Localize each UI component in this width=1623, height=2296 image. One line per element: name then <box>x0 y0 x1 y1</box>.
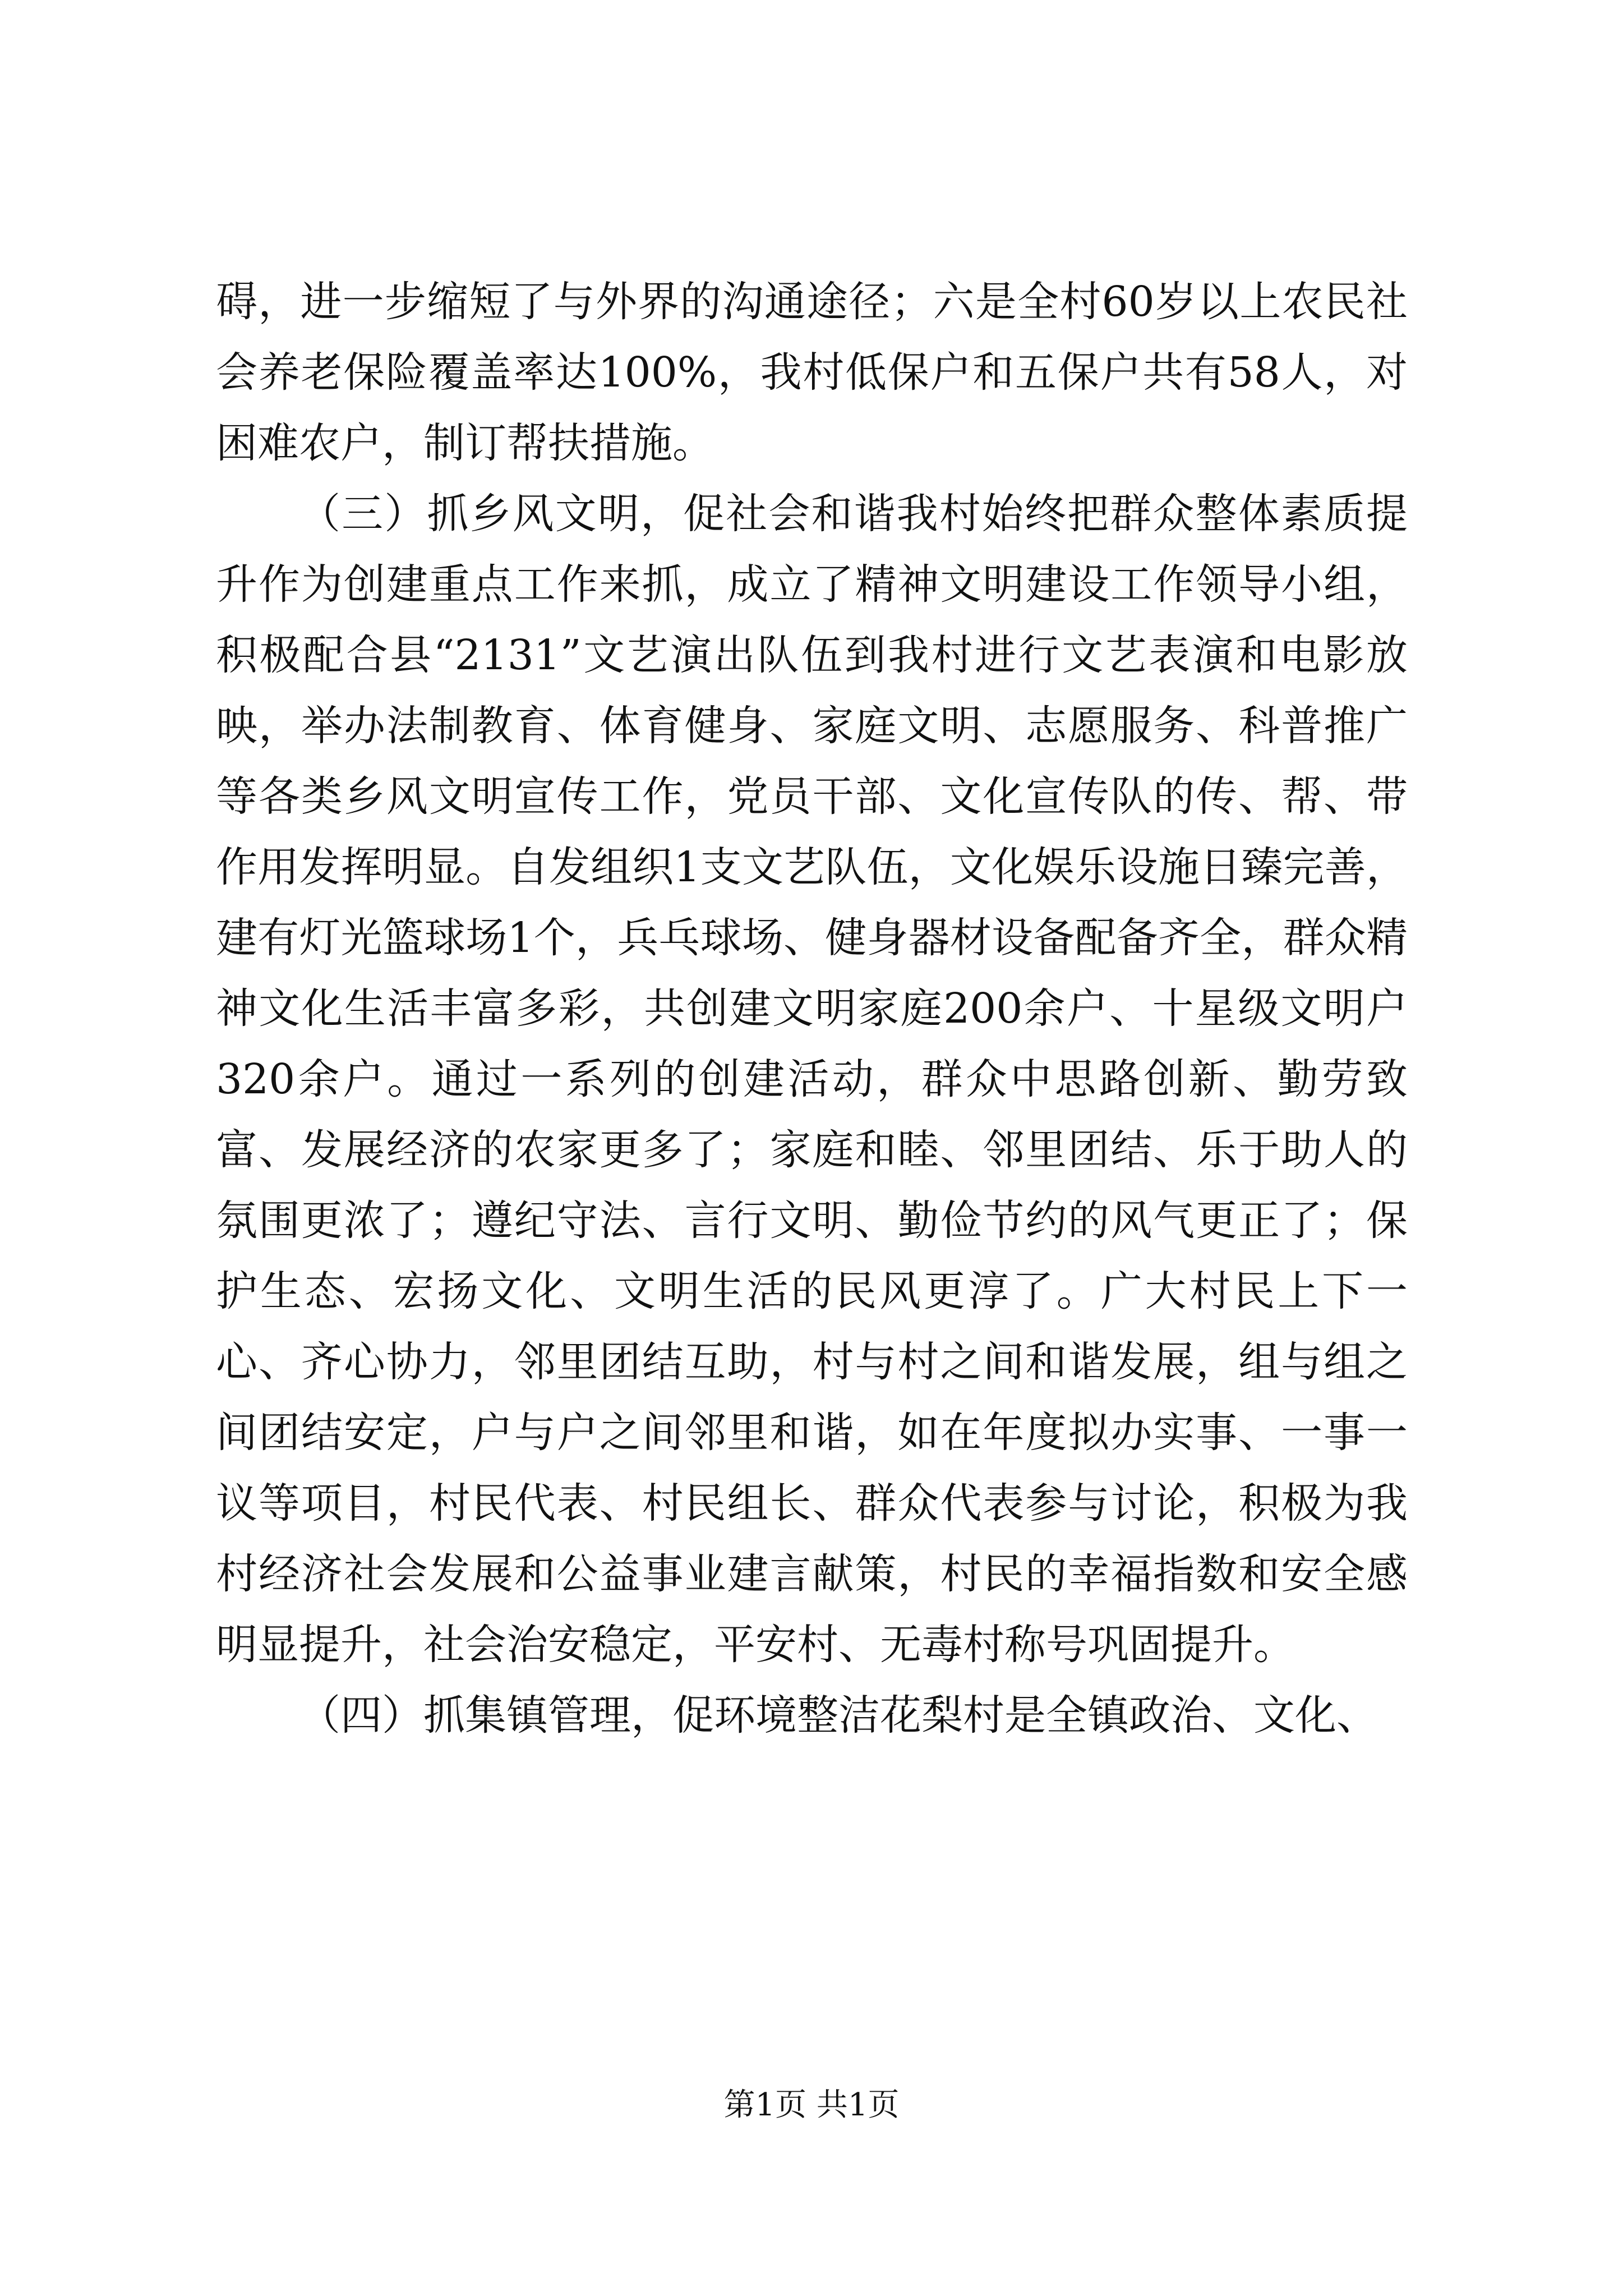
document-body <box>216 266 1408 1751</box>
paragraph-section-3: （三）抓乡风文明，促社会和谐我村始终把群众整体素质提升作为创建重点工作来抓，成立了精神文明建设工作领导小组，积极配合县“2131”文艺演出队伍到我村进行文艺表演和电影放映，举办法制教育、体育健身、家庭文明、志愿服务、科普推广等各类乡风文明宣传工作，党员干部、文化宣传队的传、帮、带作用发挥明显。自发组织1支文艺队伍，文化娱乐设施日臻完善，建有灯光篮球场1个，兵乓球场、健身器材设备配备齐全，群众精神文化生活丰富多彩，共创建文明家庭200余户、十星级文明户320余户。通过一系列的创建活动，群众中思路创新、勤劳致富、发展经济的农家更多了；家庭和睦、邻里团结、乐于助人的氛围更浓了；遵纪守法、言行文明、勤俭节约的风气更正了；保护生态、宏扬文化、文明生活的民风更淳了。广大村民上下一心、齐心协力，邻里团结互助，村与村之间和谐发展，组与组之间团结安定，户与户之间邻里和谐，如在年度拟办实事、一事一议等项目，村民代表、村民组长、群众代表参与讨论，积极为我村经济社会发展和公益事业建言献策，村民的幸福指数和安全感明显提升，社会治安稳定，平安村、无毒村称号巩固提升。 <box>216 490 1408 1669</box>
page-number-footer: 第1页 共1页 <box>723 2087 900 2123</box>
paragraph-section-4: （四）抓集镇管理，促环境整洁花梨村是全镇政治、文化、 <box>299 1691 1378 1740</box>
paragraph-continuation: 碍，进一步缩短了与外界的沟通途径；六是全村60岁以上农民社会养老保险覆盖率达100%，我村低保户和五保户共有58人，对困难农户，制订帮扶措施。 <box>216 278 1408 467</box>
